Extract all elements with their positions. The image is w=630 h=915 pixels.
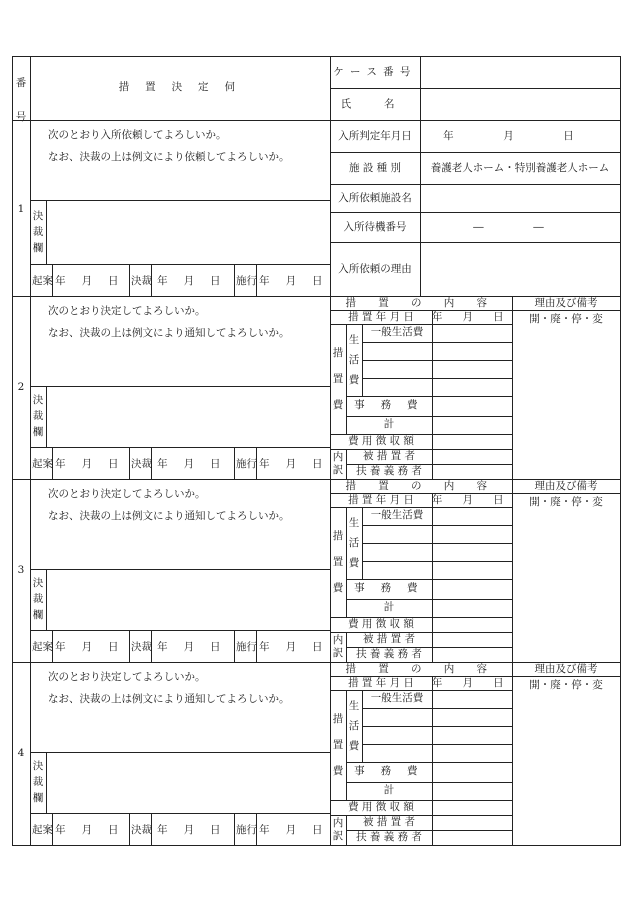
field-input-0[interactable] — [422, 122, 618, 150]
jimu-value-cell — [432, 579, 513, 600]
seikatsu-label: 生活費 — [348, 517, 360, 569]
kian-date: 年 月 日 — [55, 824, 125, 836]
kessai-date: 年 月 日 — [157, 275, 227, 287]
kessai-label: 決裁欄 — [32, 760, 44, 804]
kessai-stamp-field[interactable] — [48, 388, 328, 445]
hisochi-label: 被 措 置 者 — [362, 816, 416, 828]
jimu-value-cell — [432, 762, 513, 783]
kian-label: 起案 — [32, 824, 53, 836]
living-cost-label-cell — [362, 378, 433, 397]
field-value-1: 養護老人ホーム・特別養護老人ホーム — [430, 162, 610, 174]
kessai-small-label: 決裁 — [131, 824, 152, 836]
living-cost-label-cell — [362, 360, 433, 379]
measure-header: 措 置 の 内 容 — [345, 480, 497, 492]
seikatsu-label: 生活費 — [348, 334, 360, 386]
sochi-label: 措置費 — [332, 530, 344, 594]
kessai-small-label: 決裁 — [131, 641, 152, 653]
kian-label: 起案 — [32, 641, 53, 653]
section-1-number: 1 — [17, 203, 25, 215]
jimu-value-cell — [432, 396, 513, 417]
kian-date: 年 月 日 — [55, 641, 125, 653]
hiyo-label: 費 用 徴 収 額 — [348, 618, 414, 630]
field-label-4: 入所依頼の理由 — [338, 263, 412, 275]
hisochi-label: 被 措 置 者 — [362, 633, 416, 645]
fuyo-label: 扶 養 義 務 者 — [356, 465, 422, 477]
living-cost-value-field[interactable] — [434, 745, 510, 761]
kessai-small-label: 決裁 — [131, 458, 152, 470]
field-label-1: 施 設 種 別 — [348, 162, 402, 174]
field-label-3: 入所待機番号 — [343, 221, 407, 233]
measure-date-label: 措 置 年 月 日 — [348, 677, 414, 689]
kessai-stamp-field[interactable] — [48, 202, 328, 262]
living-cost-label-cell — [362, 561, 433, 580]
living-cost-value-field[interactable] — [434, 727, 510, 743]
fuyo-label: 扶 養 義 務 者 — [356, 831, 422, 843]
remarks-cell — [512, 310, 621, 480]
shiko-date: 年 月 日 — [259, 824, 329, 836]
name-label: 氏 名 — [340, 98, 410, 110]
living-cost-value-field[interactable] — [434, 691, 510, 707]
hisochi-value-cell — [432, 449, 513, 465]
fuyo-value-cell — [432, 464, 513, 480]
kei-label: 計 — [383, 601, 395, 613]
measure-header: 措 置 の 内 容 — [345, 297, 497, 309]
living-cost-value-field[interactable] — [434, 562, 510, 578]
living-cost-value-field[interactable] — [434, 361, 510, 377]
hiyo-label: 費 用 徴 収 額 — [348, 801, 414, 813]
living-cost-value-field[interactable] — [434, 526, 510, 542]
fuyo-label: 扶 養 義 務 者 — [356, 648, 422, 660]
field-input-4[interactable] — [422, 244, 618, 294]
measure-date-value: 年 月 日 — [431, 494, 513, 506]
shiko-date: 年 月 日 — [259, 641, 329, 653]
uchiwake-label: 内訳 — [332, 451, 344, 476]
kessai-label: 決裁欄 — [32, 577, 44, 621]
measure-date-value: 年 月 日 — [431, 311, 513, 323]
field-input-1[interactable] — [422, 154, 618, 182]
section-2-line1: 次のとおり決定してよろしいか。 — [48, 305, 206, 317]
field-input-3[interactable] — [422, 214, 618, 240]
remarks-cell — [512, 676, 621, 846]
kei-value-cell — [432, 416, 513, 435]
name-field[interactable] — [422, 90, 618, 118]
section-4-line2: なお、決裁の上は例文により通知してよろしいか。 — [48, 693, 290, 705]
shiko-label: 施行 — [236, 275, 257, 287]
living-cost-label-cell — [362, 708, 433, 727]
living-cost-value-field[interactable] — [434, 343, 510, 359]
shiko-label: 施行 — [236, 458, 257, 470]
sochi-label: 措置費 — [332, 347, 344, 411]
kessai-stamp-field[interactable] — [48, 754, 328, 811]
kian-date: 年 月 日 — [55, 275, 125, 287]
status-options: 開・廃・停・変 — [529, 313, 603, 325]
remarks-header: 理由及び備考 — [534, 297, 598, 309]
sochi-label: 措置費 — [332, 713, 344, 777]
kessai-label: 決裁欄 — [32, 210, 44, 254]
kei-value-cell — [432, 599, 513, 618]
hisochi-value-cell — [432, 632, 513, 648]
kian-label: 起案 — [32, 275, 53, 287]
jimu-label: 事 務 費 — [354, 765, 424, 777]
uchiwake-label: 内訳 — [332, 817, 344, 842]
living-cost-label-cell — [362, 525, 433, 544]
living-cost-label-cell — [362, 744, 433, 763]
living-cost-value-field[interactable] — [434, 325, 510, 341]
living-cost-label-cell — [362, 726, 433, 745]
hiyo-value-cell — [432, 617, 513, 633]
section-1-line2: なお、決裁の上は例文により依頼してよろしいか。 — [48, 151, 290, 163]
section-3-line2: なお、決裁の上は例文により通知してよろしいか。 — [48, 510, 290, 522]
uchiwake-label: 内訳 — [332, 634, 344, 659]
section-2-line2: なお、決裁の上は例文により通知してよろしいか。 — [48, 327, 290, 339]
kei-value-cell — [432, 782, 513, 801]
field-input-2[interactable] — [422, 186, 618, 210]
measure-header: 措 置 の 内 容 — [345, 663, 497, 675]
case-number-field[interactable] — [422, 58, 618, 86]
fuyo-value-cell — [432, 647, 513, 663]
section-4-number: 4 — [17, 747, 25, 759]
section-2-number: 2 — [17, 381, 25, 393]
status-options: 開・廃・停・変 — [529, 496, 603, 508]
field-value-0: 年 月 日 — [443, 130, 597, 142]
shiko-date: 年 月 日 — [259, 275, 329, 287]
living-cost-value-field[interactable] — [434, 544, 510, 560]
ippan-label: 一般生活費 — [370, 692, 424, 704]
living-cost-label-cell — [362, 543, 433, 562]
form-title: 措 置 決 定 伺 — [118, 81, 242, 93]
kei-label: 計 — [383, 784, 395, 796]
kei-label: 計 — [383, 418, 395, 430]
ippan-label: 一般生活費 — [370, 326, 424, 338]
field-label-0: 入所判定年月日 — [338, 130, 412, 142]
kessai-small-label: 決裁 — [131, 275, 152, 287]
fuyo-value-cell — [432, 830, 513, 846]
seikatsu-label: 生活費 — [348, 700, 360, 752]
jimu-label: 事 務 費 — [354, 399, 424, 411]
hiyo-value-cell — [432, 800, 513, 816]
kian-date: 年 月 日 — [55, 458, 125, 470]
remarks-header: 理由及び備考 — [534, 480, 598, 492]
hiyo-label: 費 用 徴 収 額 — [348, 435, 414, 447]
section-3-number: 3 — [17, 564, 25, 576]
remarks-header: 理由及び備考 — [534, 663, 598, 675]
remarks-cell — [512, 493, 621, 663]
kessai-label: 決裁欄 — [32, 394, 44, 438]
measure-decision-form — [12, 56, 620, 844]
living-cost-value-field[interactable] — [434, 379, 510, 395]
ippan-label: 一般生活費 — [370, 509, 424, 521]
hiyo-value-cell — [432, 434, 513, 450]
section-4-line1: 次のとおり決定してよろしいか。 — [48, 671, 206, 683]
kessai-date: 年 月 日 — [157, 641, 227, 653]
shiko-date: 年 月 日 — [259, 458, 329, 470]
living-cost-label-cell — [362, 342, 433, 361]
field-label-2: 入所依頼施設名 — [338, 192, 412, 204]
case-number-label: ケース番号 — [333, 66, 417, 78]
hisochi-value-cell — [432, 815, 513, 831]
status-options: 開・廃・停・変 — [529, 679, 603, 691]
kessai-date: 年 月 日 — [157, 824, 227, 836]
kessai-stamp-field[interactable] — [48, 571, 328, 628]
kian-label: 起案 — [32, 458, 53, 470]
living-cost-value-field[interactable] — [434, 709, 510, 725]
field-value-3: ― ― — [473, 221, 567, 233]
living-cost-value-field[interactable] — [434, 508, 510, 524]
kessai-date: 年 月 日 — [157, 458, 227, 470]
measure-date-label: 措 置 年 月 日 — [348, 311, 414, 323]
shiko-label: 施行 — [236, 824, 257, 836]
measure-date-value: 年 月 日 — [431, 677, 513, 689]
section-3-line1: 次のとおり決定してよろしいか。 — [48, 488, 206, 500]
measure-date-label: 措 置 年 月 日 — [348, 494, 414, 506]
jimu-label: 事 務 費 — [354, 582, 424, 594]
number-header-label: 番号 — [15, 77, 27, 123]
hisochi-label: 被 措 置 者 — [362, 450, 416, 462]
shiko-label: 施行 — [236, 641, 257, 653]
section-1-line1: 次のとおり入所依頼してよろしいか。 — [48, 129, 227, 141]
